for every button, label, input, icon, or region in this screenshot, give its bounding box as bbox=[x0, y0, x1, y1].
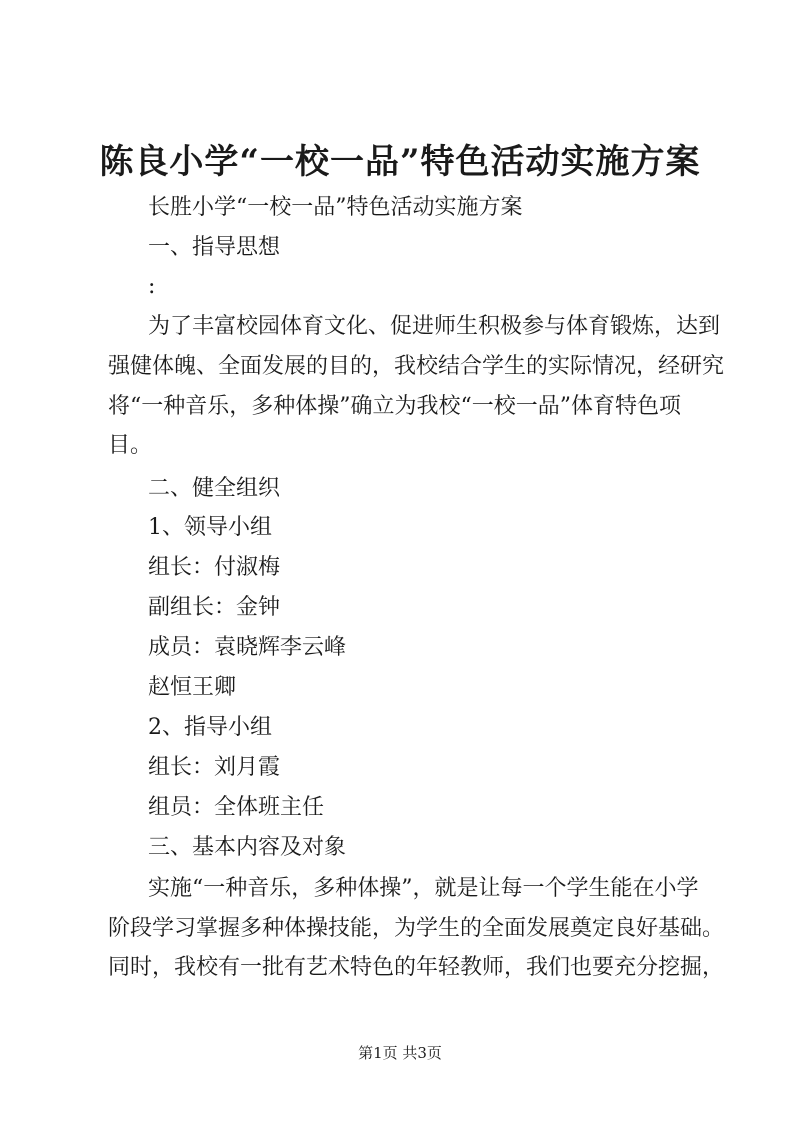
section-heading-content: 三、基本内容及对象 bbox=[148, 835, 347, 860]
group-leader-line: 组长：刘月霞 bbox=[148, 755, 281, 780]
group-members-line: 成员：袁晓辉李云峰 bbox=[148, 635, 347, 660]
group-members-line: 组员：全体班主任 bbox=[148, 795, 325, 820]
colon-line: : bbox=[148, 274, 156, 299]
section-heading-organization: 二、健全组织 bbox=[148, 476, 281, 501]
paragraph-line: 为了丰富校园体育文化、促进师生积极参与体育锻炼，达到 bbox=[148, 314, 721, 339]
subtitle-line: 长胜小学“一校一品”特色活动实施方案 bbox=[148, 195, 523, 220]
paragraph-line: 实施“一种音乐，多种体操”，就是让每一个学生能在小学 bbox=[148, 876, 699, 901]
group-heading-leadership: 1、领导小组 bbox=[148, 515, 272, 540]
paragraph-line: 将“一种音乐，多种体操”确立为我校“一校一品”体育特色项 bbox=[108, 394, 681, 419]
group-leader-line: 组长：付淑梅 bbox=[148, 555, 281, 580]
document-title: 陈良小学“一校一品”特色活动实施方案 bbox=[99, 142, 701, 182]
paragraph-line: 阶段学习掌握多种体操技能，为学生的全面发展奠定良好基础。 bbox=[108, 916, 725, 941]
page-footer: 第1页 共3页 bbox=[358, 1044, 442, 1062]
group-heading-guidance: 2、指导小组 bbox=[148, 715, 272, 740]
paragraph-line: 目。 bbox=[108, 433, 153, 458]
group-deputy-line: 副组长：金钟 bbox=[148, 595, 281, 620]
paragraph-line: 同时，我校有一批有艺术特色的年轻教师，我们也要充分挖掘， bbox=[108, 955, 725, 980]
paragraph-line: 强健体魄、全面发展的目的，我校结合学生的实际情况，经研究 bbox=[108, 354, 725, 379]
section-heading-guiding-ideology: 一、指导思想 bbox=[148, 235, 281, 260]
group-members-continued: 赵恒王卿 bbox=[148, 675, 237, 700]
